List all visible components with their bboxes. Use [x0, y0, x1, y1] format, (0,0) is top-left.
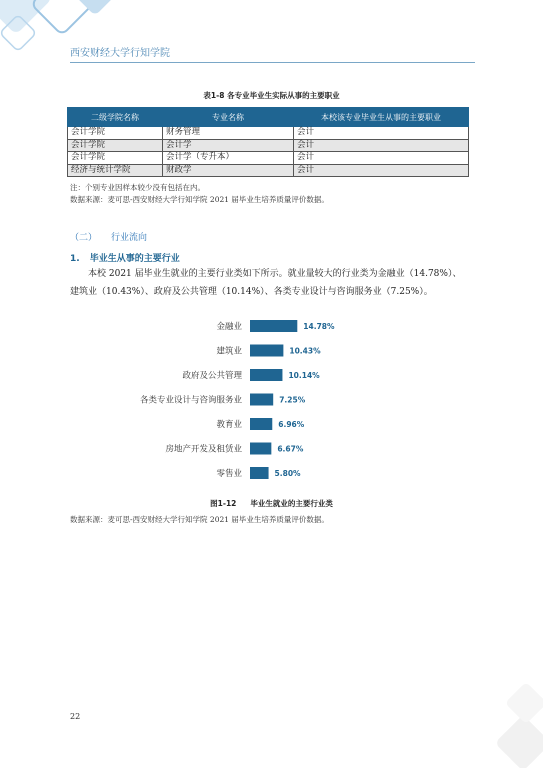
- bar: [250, 418, 272, 430]
- table-row: [68, 152, 469, 165]
- value-label: 10.43%: [289, 346, 321, 356]
- subsection-heading: [70, 251, 180, 264]
- table-row: [68, 164, 469, 177]
- section-part-title: 行业流向: [111, 233, 148, 243]
- page-number: 22: [70, 712, 81, 721]
- value-label: 7.25%: [279, 395, 306, 405]
- col-header-college: 二级学院名称: [68, 108, 163, 127]
- table-cell: 会计学院: [68, 139, 163, 152]
- bar: [250, 467, 269, 479]
- table-header-row: [68, 108, 469, 127]
- table-cell: 会计学院: [68, 127, 163, 140]
- figure-title: 毕业生就业的主要行业类: [250, 499, 333, 508]
- value-label: 14.78%: [303, 322, 335, 331]
- figure-source: 数据来源：麦可思-西安财经大学行知学院 2021 届毕业生培养质量评价数据。: [70, 515, 329, 524]
- table-cell: 会计学（专升本）: [163, 152, 294, 165]
- paragraph-line-2: 建筑业（10.43%）、政府及公共管理（10.14%）、各类专业设计与咨询服务业（7.25%）。: [70, 287, 433, 297]
- industry-bar-chart: [0, 312, 543, 488]
- table-cell: 会计学: [163, 139, 294, 152]
- figure-label: 图1-12: [210, 499, 237, 508]
- table-cell: 财务管理: [163, 127, 294, 140]
- corner-watermark: [473, 678, 543, 768]
- table-row: [68, 127, 469, 140]
- school-name-header: 西安财经大学行知学院: [70, 48, 170, 59]
- table-caption: 表1-8 各专业毕业生实际从事的主要职业: [203, 91, 340, 100]
- category-label: 各类专业设计与咨询服务业: [139, 395, 242, 406]
- category-label: 金融业: [216, 322, 242, 332]
- bar: [250, 443, 271, 455]
- value-label: 6.96%: [278, 420, 305, 429]
- value-label: 5.80%: [274, 469, 301, 478]
- table-cell: 会计学院: [68, 152, 163, 165]
- value-label: 10.14%: [288, 371, 320, 380]
- section-part-label: （二）: [70, 233, 98, 243]
- category-label: 政府及公共管理: [182, 371, 242, 381]
- category-label: 教育业: [216, 420, 242, 430]
- table-cell: 会计: [294, 164, 469, 177]
- subsection-title: 毕业生从事的主要行业: [89, 254, 180, 264]
- table-cell: 会计: [294, 152, 469, 165]
- bar: [250, 394, 273, 406]
- header-divider: [70, 62, 475, 63]
- section-heading: [70, 230, 147, 243]
- table-row: [68, 139, 469, 152]
- col-header-major: 专业名称: [163, 108, 294, 127]
- paragraph-line-1: 本校 2021 届毕业生就业的主要行业类如下所示。就业量较大的行业类为金融业（14.78%）、: [88, 269, 462, 279]
- table-cell: 经济与统计学院: [68, 164, 163, 177]
- table-cell: 会计: [294, 127, 469, 140]
- col-header-occupation: 本校该专业毕业生从事的主要职业: [294, 108, 469, 127]
- category-label: 零售业: [216, 469, 242, 479]
- subsection-number: 1.: [70, 254, 80, 264]
- table-cell: 财政学: [163, 164, 294, 177]
- table-note: 注：个别专业因样本较少没有包括在内。: [70, 183, 205, 192]
- occupation-table: [67, 107, 469, 177]
- bar: [250, 369, 282, 381]
- bar: [250, 320, 297, 332]
- figure-caption: [0, 498, 543, 509]
- table-cell: 会计: [294, 139, 469, 152]
- value-label: 6.67%: [277, 444, 304, 454]
- category-label: 建筑业: [216, 346, 242, 357]
- category-label: 房地产开发及租赁业: [165, 444, 242, 455]
- bar: [250, 345, 283, 357]
- table-source: 数据来源：麦可思-西安财经大学行知学院 2021 届毕业生培养质量评价数据。: [70, 195, 329, 204]
